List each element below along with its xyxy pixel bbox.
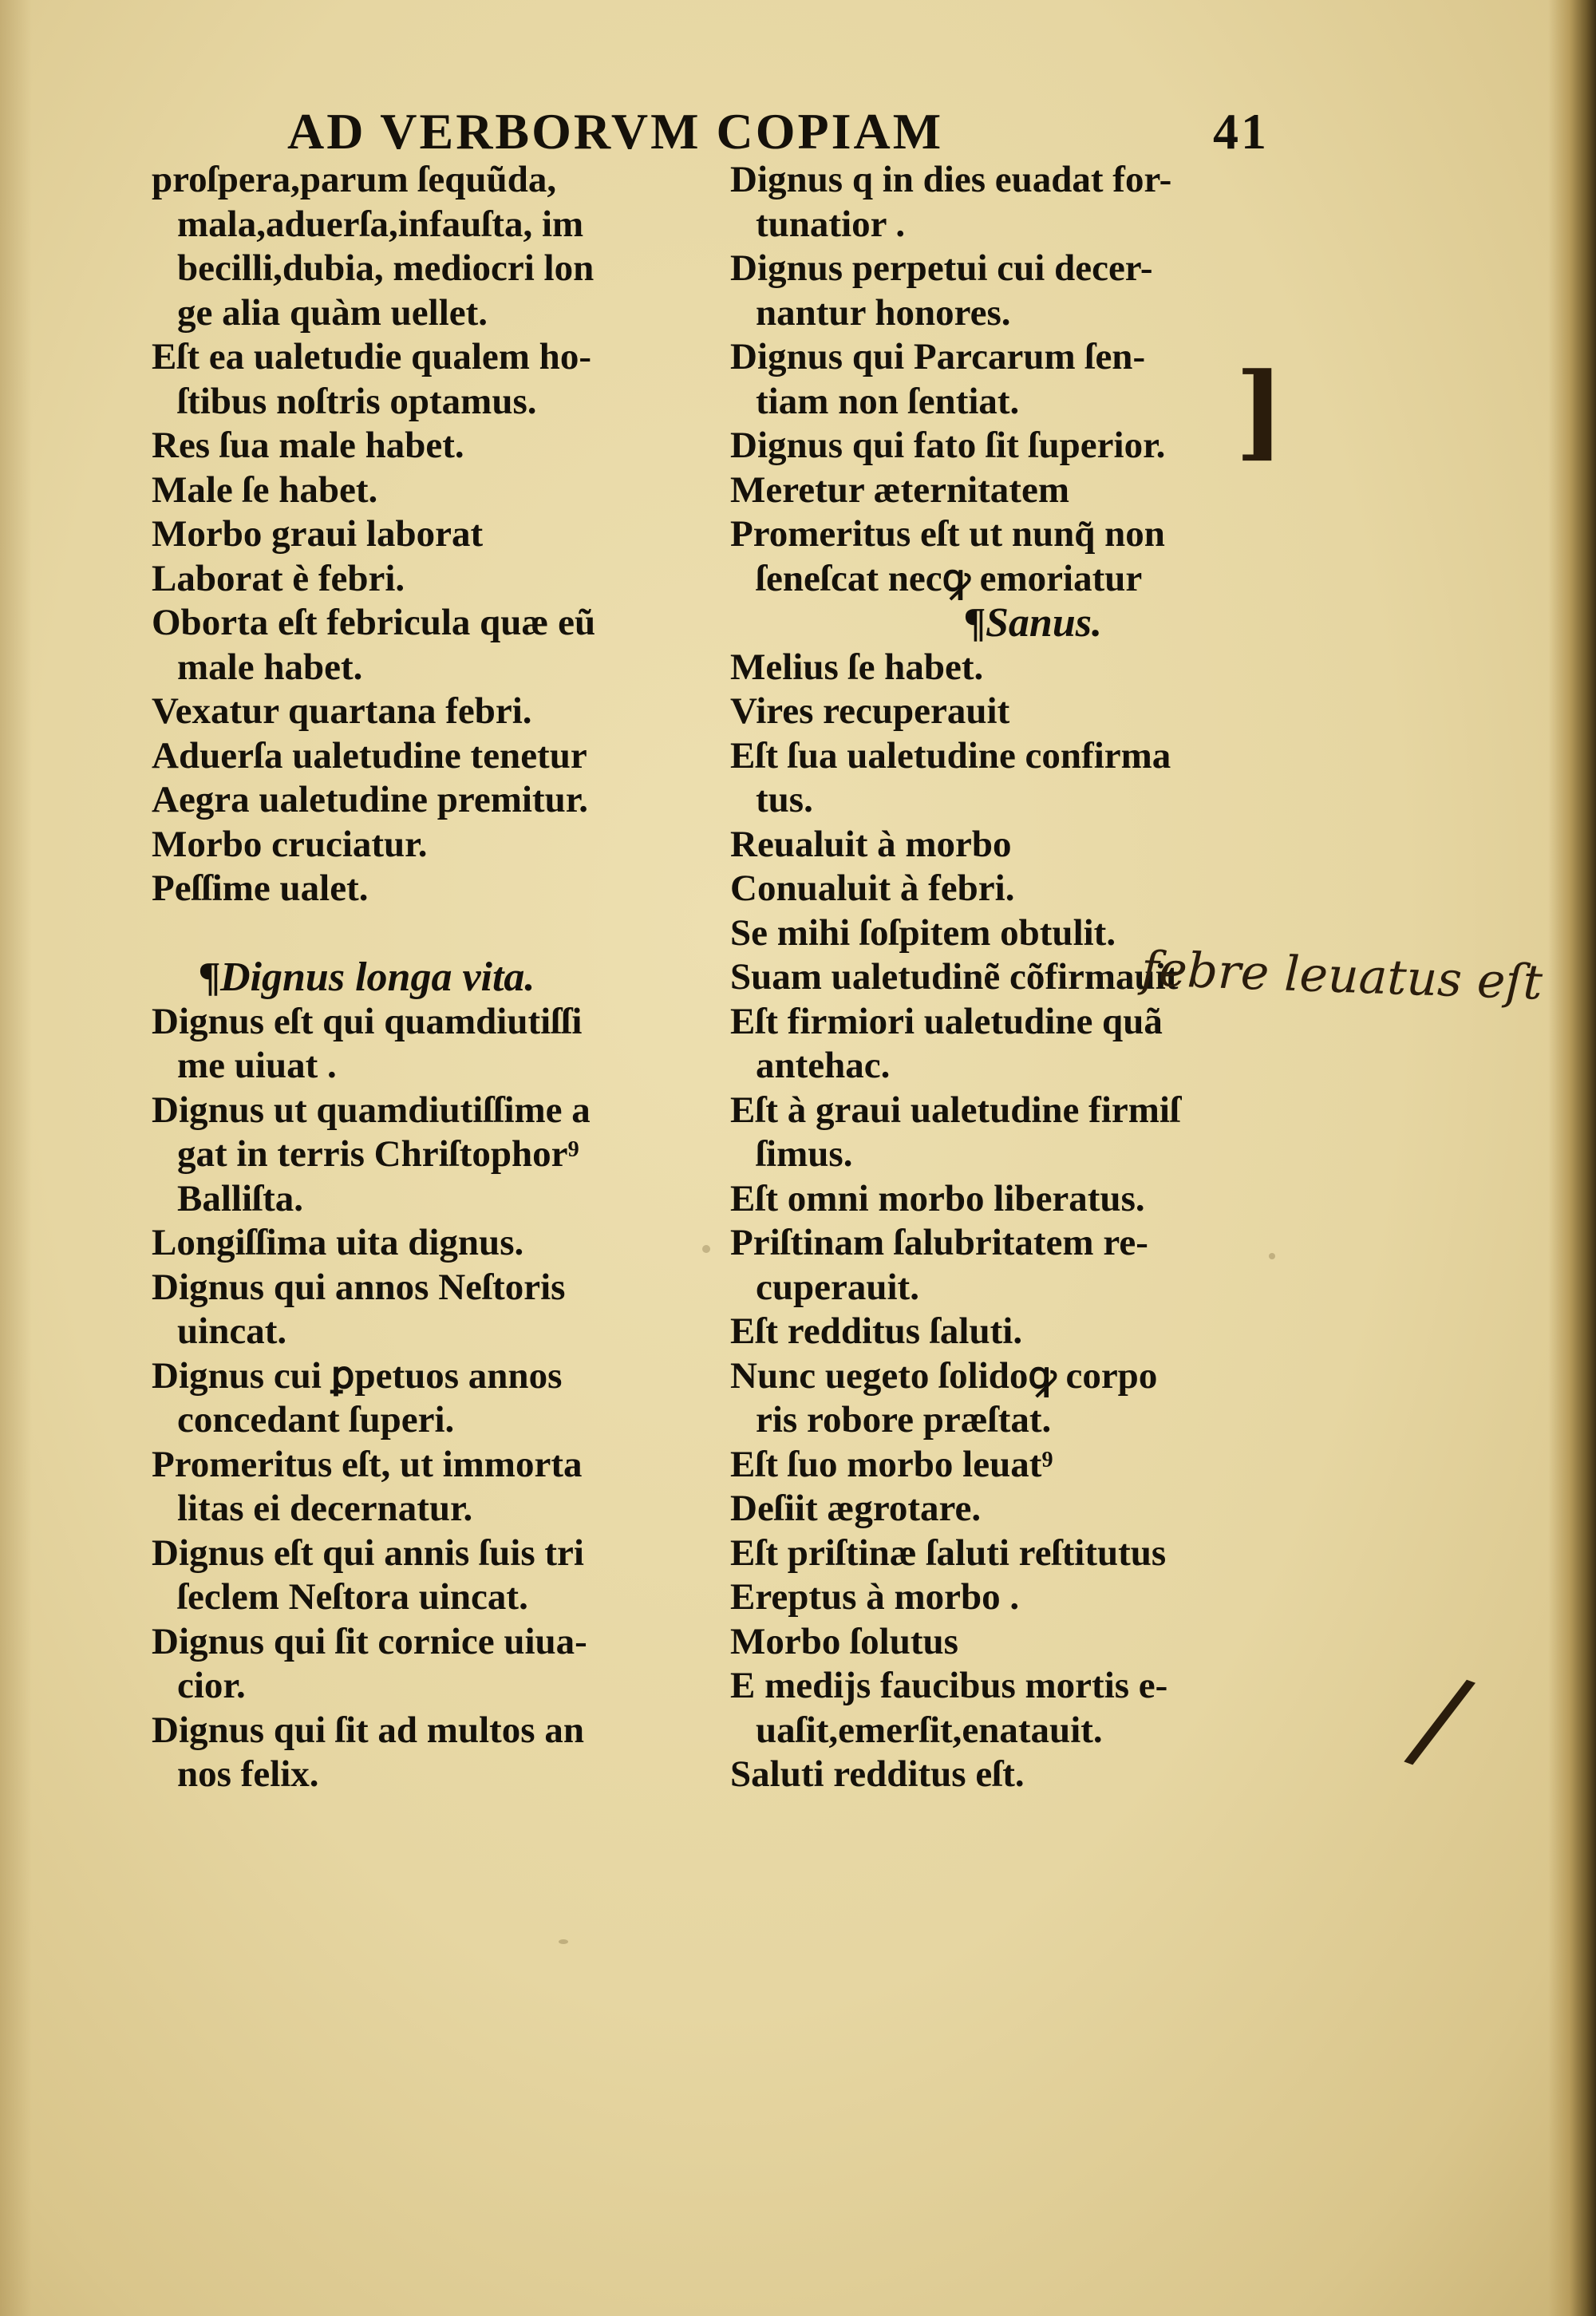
- text-line: Eſt firmiori ualetudine quã: [730, 1000, 1163, 1042]
- text-line: Promeritus eſt ut nunq̃ non: [730, 513, 1165, 555]
- handwritten-slash-mark: /: [1397, 1647, 1483, 1792]
- text-line: nos felix.: [177, 1753, 319, 1795]
- text-line: Dignus qui annos Neſtoris: [152, 1266, 566, 1308]
- text-line: litas ei decernatur.: [177, 1488, 473, 1529]
- text-line: Peſſime ualet.: [152, 868, 369, 909]
- text-line: Eſt à graui ualetudine firmiſ: [730, 1089, 1180, 1131]
- text-line: Eſt ea ualetudie qualem ho-: [152, 336, 591, 377]
- text-line: Promeritus eſt, ut immorta: [152, 1443, 583, 1485]
- text-line: Dignus cui ꝑpetuos annos: [152, 1354, 563, 1397]
- text-line: antehac.: [756, 1045, 891, 1086]
- text-line: Melius ſe habet.: [730, 646, 984, 688]
- text-line: cuperauit.: [756, 1266, 919, 1308]
- text-line: Dignus qui Parcarum ſen-: [730, 336, 1146, 377]
- text-line: Vexatur quartana febri.: [152, 690, 532, 732]
- text-line: ſimus.: [756, 1133, 853, 1175]
- text-line: concedant ſuperi.: [177, 1399, 455, 1441]
- running-title: AD VERBORVM COPIAM: [287, 103, 944, 160]
- text-line: Eſt redditus ſaluti.: [730, 1310, 1023, 1352]
- text-line: Aduerſa ualetudine tenetur: [152, 734, 587, 777]
- text-line: Oborta eſt febricula quæ eũ: [152, 602, 596, 643]
- text-line: ſeclem Neſtora uincat.: [177, 1576, 528, 1618]
- text-line: uaſit,emerſit,enatauit.: [756, 1709, 1103, 1751]
- text-line: Eſt priſtinæ ſaluti reſtitutus: [730, 1531, 1167, 1574]
- text-line: Dignus qui ſit ad multos an: [152, 1709, 584, 1751]
- text-line: Dignus qui fato ſit ſuperior.: [730, 425, 1166, 466]
- text-line: Aegra ualetudine premitur.: [152, 779, 589, 820]
- text-line: cior.: [177, 1665, 246, 1706]
- text-line: E medijs faucibus mortis e-: [730, 1665, 1168, 1706]
- text-line: Saluti redditus eſt.: [730, 1753, 1025, 1795]
- text-line: Dignus q in dies euadat for-: [730, 159, 1172, 200]
- text-line: Male ſe habet.: [152, 468, 378, 511]
- text-line: male habet.: [177, 646, 363, 688]
- text-line: Morbo ſolutus: [730, 1620, 958, 1662]
- text-line: mala,aduerſa,infauſta, im: [177, 203, 584, 245]
- text-line: ge alia quàm uellet.: [177, 291, 488, 334]
- section-heading: ¶Dignus longa vita.: [200, 954, 535, 1000]
- text-line: Eſt ſuo morbo leuat⁹: [730, 1443, 1053, 1485]
- text-line: ris robore præſtat.: [756, 1399, 1052, 1441]
- text-line: Dignus qui ſit cornice uiua-: [152, 1620, 587, 1662]
- handwritten-bracket-mark: ]: [1235, 350, 1285, 472]
- text-line: tus.: [756, 779, 813, 820]
- paper-speck: [1269, 1253, 1275, 1259]
- text-line: Suam ualetudinẽ cõfirmauit: [730, 956, 1179, 998]
- text-line: Nunc uegeto ſolidoꝙ corpo: [730, 1354, 1158, 1397]
- text-line: Deſiit ægrotare.: [730, 1488, 982, 1529]
- text-line: tunatior .: [756, 203, 906, 245]
- text-line: Balliſta.: [177, 1177, 303, 1219]
- handwritten-annotation: febre leuatus eſt: [1140, 941, 1544, 1011]
- text-line: becilli,dubia, mediocri lon: [177, 247, 595, 289]
- text-line: Ereptus à morbo .: [730, 1576, 1020, 1618]
- text-line: proſpera,parum ſequũda,: [152, 159, 557, 200]
- paper-speck: [559, 1939, 568, 1944]
- text-line: Dignus perpetui cui decer-: [730, 247, 1153, 289]
- page-gutter: [1548, 0, 1596, 2316]
- text-line: Se mihi ſoſpitem obtulit.: [730, 911, 1116, 954]
- text-line: ſtibus noſtris optamus.: [177, 380, 537, 422]
- text-line: me uiuat .: [177, 1045, 337, 1086]
- text-line: Reualuit à morbo: [730, 823, 1012, 865]
- text-line: Morbo cruciatur.: [152, 823, 428, 865]
- text-line: gat in terris Chriſtophor⁹: [177, 1133, 579, 1175]
- page-number: 41: [1213, 103, 1269, 160]
- text-line: tiam non ſentiat.: [756, 380, 1020, 422]
- text-line: Dignus eſt qui annis ſuis tri: [152, 1531, 584, 1574]
- running-header: [287, 102, 1325, 161]
- page-edge-shadow: [0, 0, 32, 2316]
- text-line: uincat.: [177, 1310, 287, 1352]
- section-heading: ¶Sanus.: [965, 600, 1102, 646]
- text-line: nantur honores.: [756, 291, 1011, 334]
- text-line: Vires recuperauit: [730, 690, 1010, 732]
- text-line: Laborat è febri.: [152, 557, 405, 599]
- text-line: Morbo graui laborat: [152, 513, 484, 555]
- text-line: Eſt omni morbo liberatus.: [730, 1177, 1145, 1219]
- text-line: Dignus eſt qui quamdiutiſſi: [152, 1000, 583, 1042]
- text-line: Res ſua male habet.: [152, 425, 464, 466]
- text-line: ſeneſcat necꝙ emoriatur: [756, 557, 1143, 599]
- text-line: [152, 911, 722, 956]
- paper-speck: [702, 1245, 710, 1253]
- text-line: Longiſſima uita dignus.: [152, 1222, 524, 1263]
- left-column: [152, 158, 722, 1797]
- text-line: Priſtinam ſalubritatem re-: [730, 1222, 1148, 1263]
- text-line: Meretur æternitatem: [730, 468, 1069, 511]
- text-line: Dignus ut quamdiutiſſime a: [152, 1089, 591, 1131]
- text-line: Conualuit à febri.: [730, 868, 1015, 909]
- text-line: Eſt ſua ualetudine confirma: [730, 734, 1171, 777]
